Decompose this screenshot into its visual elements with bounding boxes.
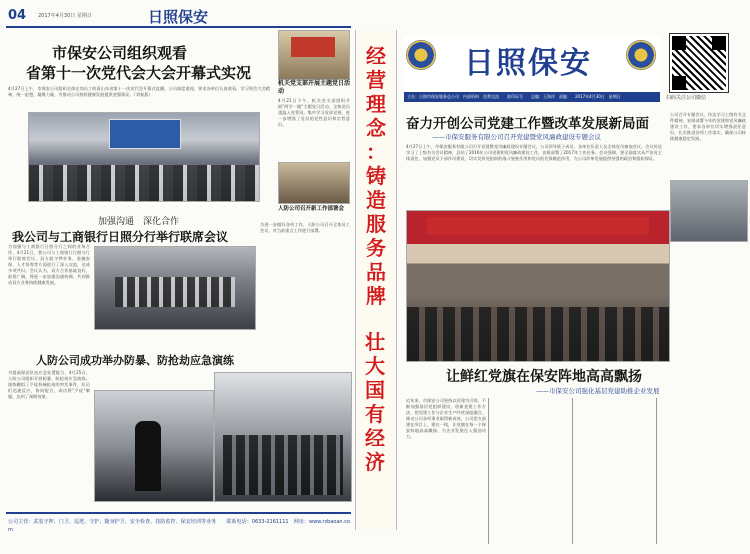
info-bar-text: 主办：日照市保安服务总公司 内部资料 免费交流 准印证号 总编：王海洋 责编 2017年4月30日 星期日 <box>407 94 621 99</box>
top-story-subtitle: ——市保安服务有限公司召开党建暨党风廉政建设专题会议 <box>432 133 601 141</box>
left-page <box>0 0 355 554</box>
page-number: 04 <box>8 8 27 23</box>
slogan-column2: 壮 大 国 有 经 济 <box>365 330 385 474</box>
article2-photo <box>278 30 350 80</box>
side-column: 公司召开专题会议，传达学习上级有关文件精神，安排部署今年的党建和党风廉政建设工作，要求各单位切实增强责任意识，扎实推进各项工作落实，确保公司持续健康稳定发展。 <box>670 112 746 141</box>
top-story-body: 4月27日上午，市保安服务有限公司召开党建暨党风廉政建设专题会议，公司领导班子成员、各单位负责人及全体党员参加会议。会议传达学习了上级有关会议精神，总结了2016年公司党建和党风廉政建设工作，安排部署了2017年工作任务。会议强调，要全面落实从严治党主体责任，加强党员干部作风建设，切实发挥党组织的战斗堡垒作用和党员的先锋模范作用，为公司改革发展提供坚强的政治和组织保证。 <box>406 144 662 161</box>
article5-body-cont <box>94 372 212 388</box>
article1-body: 4月27日上午，市保安公司组织全体在岗员工收看山东省第十一次党代会开幕式直播。公司高度重视，要求各单位认真收看，学习领会大会精神，统一思想，凝聚力量，为推动公司持续健康发展提供坚强保证。（刘春燕） <box>8 86 270 97</box>
column-divider <box>488 398 489 544</box>
article3-kicker: 加强沟通 深化合作 <box>98 217 180 227</box>
qr-code-icon <box>670 34 728 92</box>
info-bar <box>404 92 660 102</box>
article5-photo-left <box>94 390 214 502</box>
company-emblem-icon <box>406 40 436 70</box>
side-photo <box>670 180 748 242</box>
bottom-story-body-col3 <box>574 398 654 544</box>
masthead-band <box>404 36 660 92</box>
column-divider <box>656 398 657 544</box>
top-story-photo <box>406 210 670 362</box>
article1-title-line2: 省第十一次党代会大会开幕式实况 <box>26 64 252 82</box>
top-story-title: 奋力开创公司党建工作暨改革发展新局面 <box>406 116 649 132</box>
footer-rule <box>6 512 351 514</box>
column-divider <box>572 398 573 544</box>
article4-title: 人防公司召开新工作部署会 <box>278 206 345 212</box>
article3-body: 为加强与工商银行日照分行之间的业务合作，4月21日，我公司与工商银行日照分行举行联席会议，双方就守押业务、金融安保、人才培养等方面进行了深入交流，达成多项共识。会议认为，双方合作基础良好，前景广阔，将进一步加强沟通协调，共同推动双方业务持续健康发展。 <box>8 244 90 285</box>
issue-date-small: 2017年4月30日 星期日 <box>38 13 92 19</box>
article3-photo <box>94 246 256 330</box>
slogan-column1: 经 营 理 念 ： 铸 造 服 务 品 牌 <box>366 44 386 308</box>
bottom-story-body-col4 <box>658 398 746 544</box>
company-emblem-icon-right <box>626 40 656 70</box>
article3-body-cont <box>94 330 254 346</box>
bottom-story-body-col1: 近年来，市保安公司坚持以党建为引领，不断加强基层党组织建设，创新党建工作方法，把党建工作与企业生产经营深度融合，推动公司各项事业取得新成效。公司把支部建在项目上、建在一线，让党旗在每一个保安阵地高高飘扬，为企业发展注入强劲动力。 <box>406 398 486 439</box>
article1-photo <box>28 112 260 202</box>
article2-body: 4月21日下午，机关党支部组织开展"两学一做"主题党日活动，全体党员重温入党誓词，集中学习党章党规，进一步增强了党员的党性意识和宗旨意识。 <box>278 98 350 127</box>
article5-body: 为提高保安队伍应急处置能力，4月25日，人防公司组织开展防暴、防抢劫应急演练。演练模拟了歹徒持械抢劫的突发事件，队员们迅速反应，协同配合，成功将"歹徒"制服，达到了预期效果。 <box>8 370 90 399</box>
bottom-story-title: 让鲜红党旗在保安阵地高高飘扬 <box>446 369 642 385</box>
article5-photo-right <box>214 372 352 502</box>
left-footer: 公司主营：武装守押、门卫、巡逻、守护、随身护卫、安全检查、技防监控、保安培训等业务 联系电话：0633-2161111 网址：www.rzbaoan.com <box>8 519 350 533</box>
header-rule <box>6 26 351 28</box>
article1-title-line1: 市保安公司组织观看 <box>52 44 188 62</box>
qr-caption: 扫码关注公司微信 <box>666 95 707 101</box>
masthead-small: 日照保安 <box>148 8 209 26</box>
article2-title: 机关党支部开展主题党日活动 <box>278 80 351 95</box>
article3-title: 我公司与工商银行日照分行举行联席会议 <box>12 230 229 244</box>
bottom-story-body-col2 <box>490 398 570 544</box>
right-page <box>398 0 750 554</box>
article4-photo <box>278 162 350 204</box>
article5-title: 人防公司成功举办防暴、防抢劫应急演练 <box>36 354 234 367</box>
article4-body: 为进一步做好各项工作，人防公司召开全体员工会议，对当前重点工作进行部署。 <box>260 222 350 233</box>
bottom-story-subtitle: ——市保安公司强化基层党建助推企业发展 <box>536 387 660 395</box>
masthead-title: 日照保安 <box>464 46 592 81</box>
